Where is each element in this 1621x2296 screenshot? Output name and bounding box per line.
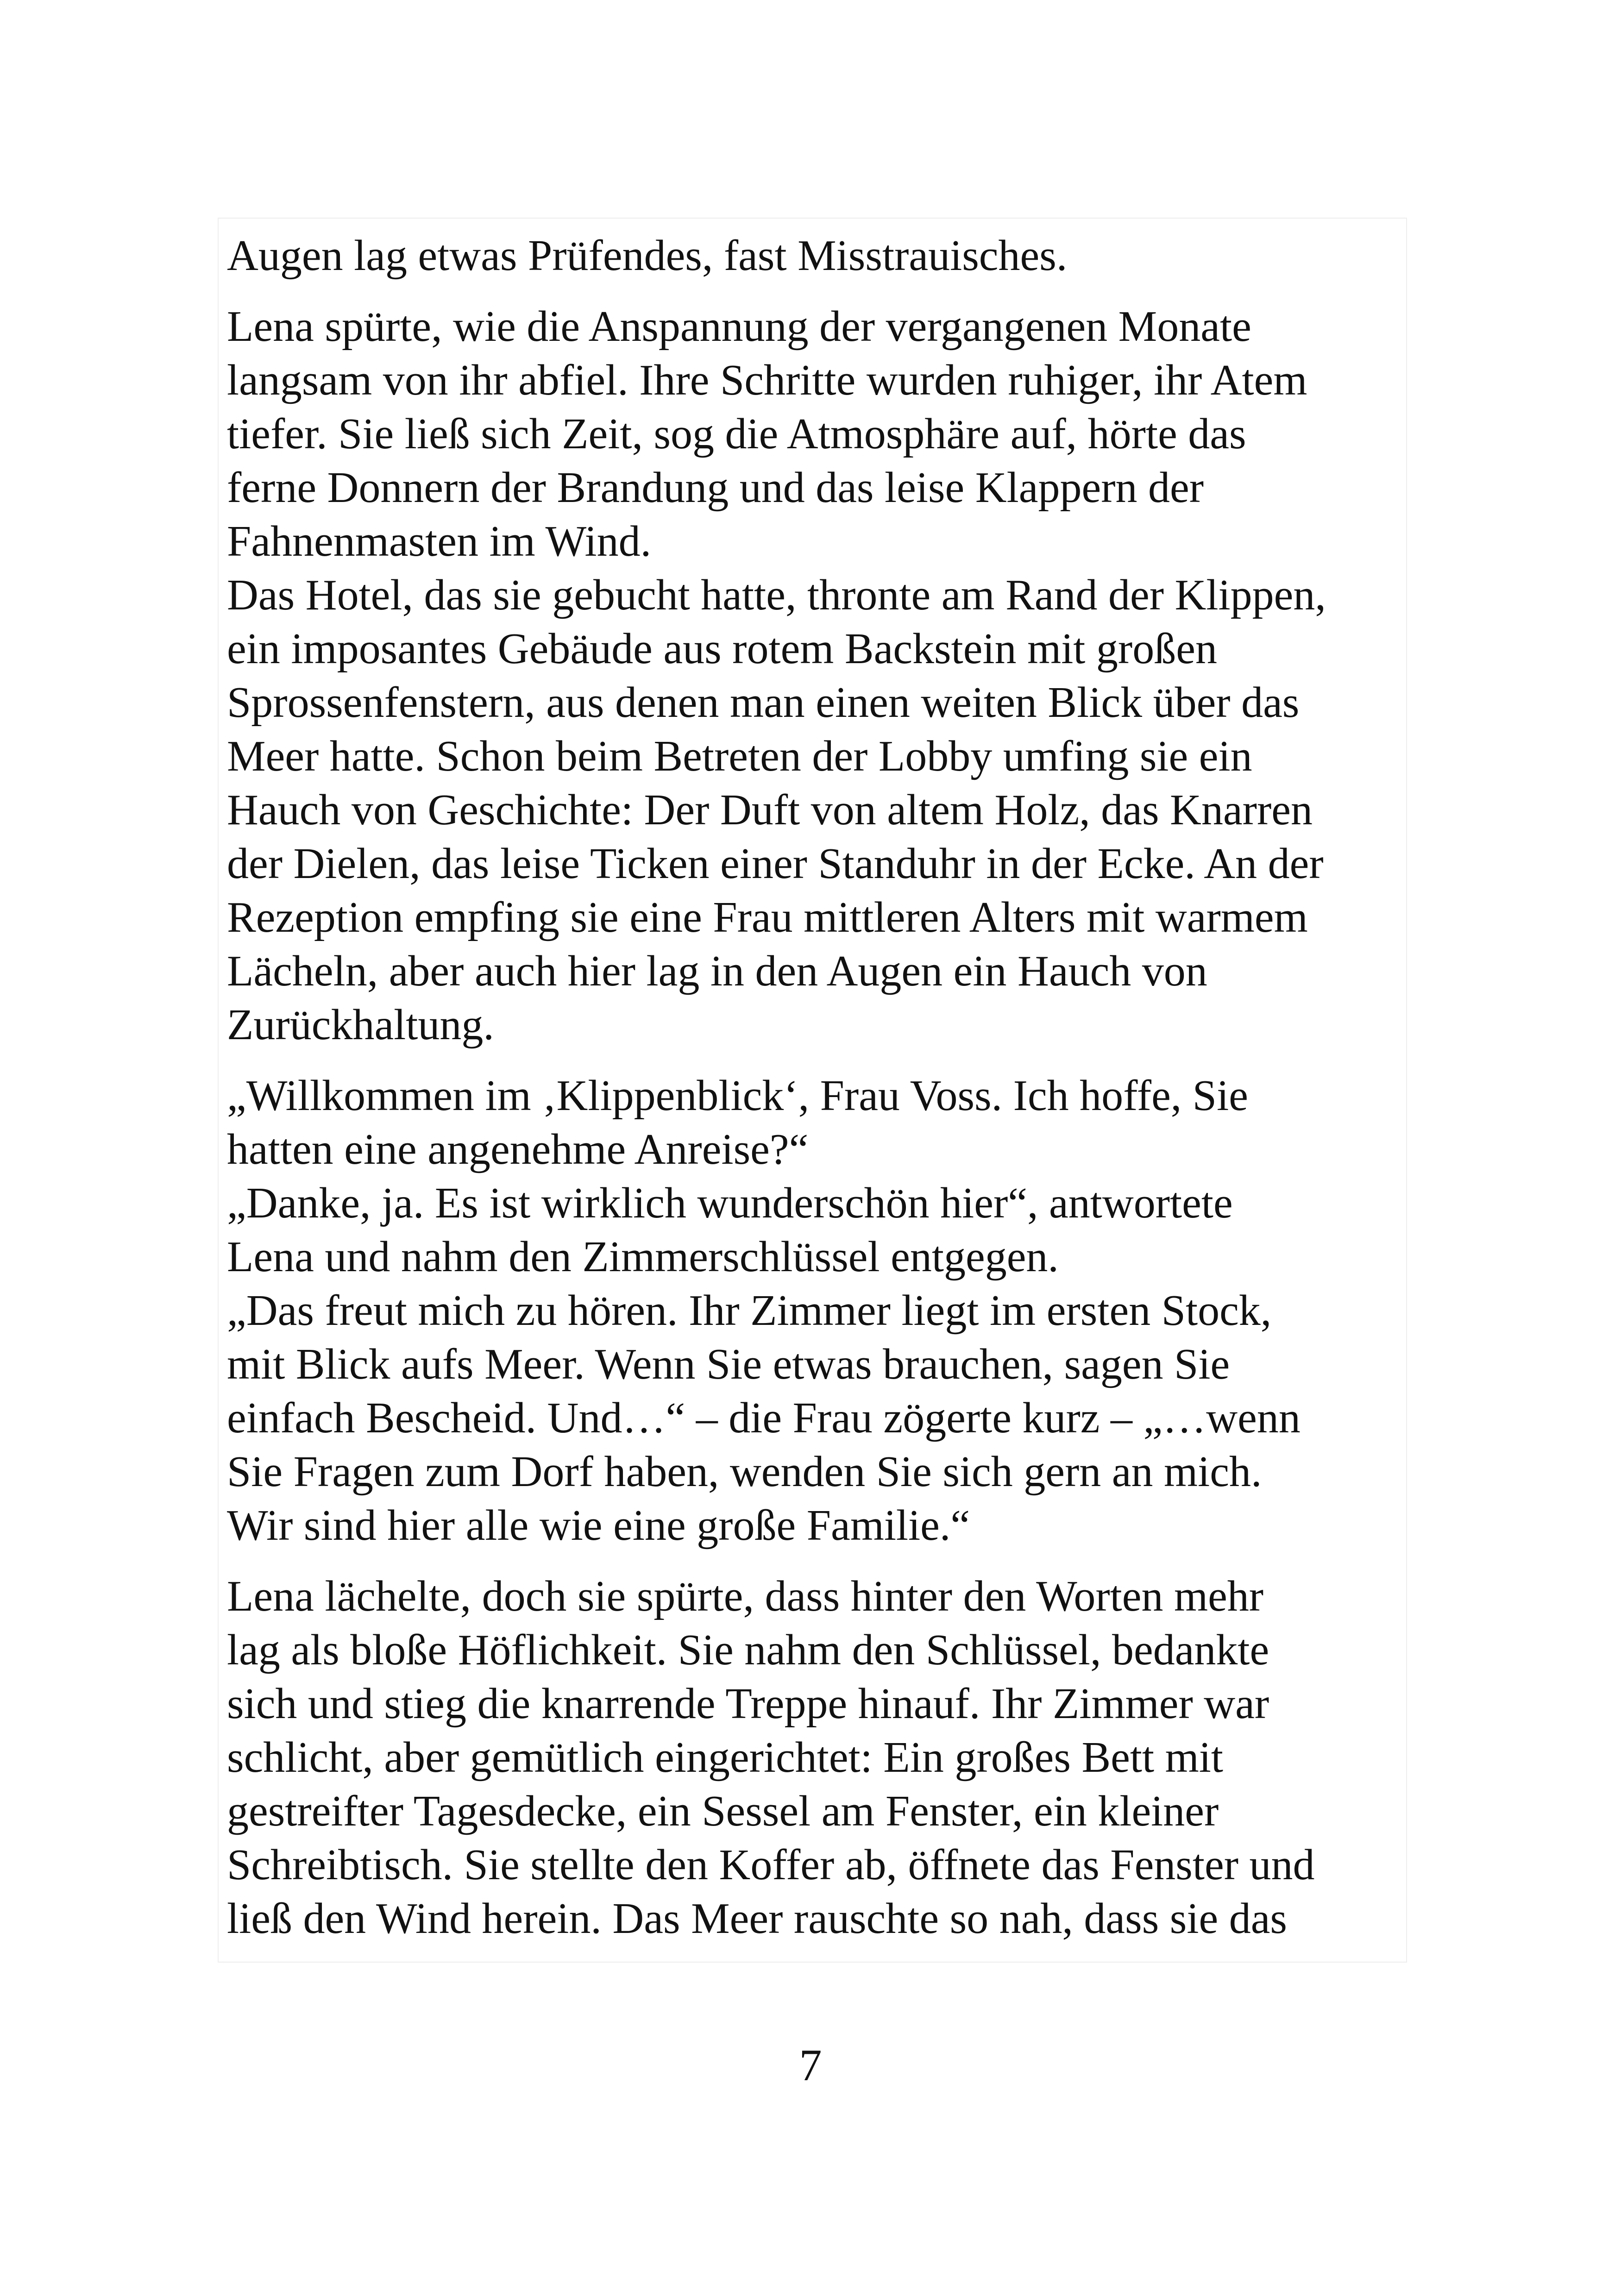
text-line: „Danke, ja. Es ist wirklich wunderschön hier“, antwortete (227, 1179, 1233, 1227)
text-line: Meer hatte. Schon beim Betreten der Lobby umfing sie ein (227, 732, 1252, 780)
paragraph (227, 1176, 1399, 1284)
text-line: ferne Donnern der Brandung und das leise Klappern der (227, 464, 1204, 512)
text-line: Sprossenfenstern, aus denen man einen weiten Blick über das (227, 678, 1300, 727)
text-line: mit Blick aufs Meer. Wenn Sie etwas brauchen, sagen Sie (227, 1340, 1230, 1388)
text-line: hatten eine angenehme Anreise?“ (227, 1125, 809, 1173)
text-line: lag als bloße Höflichkeit. Sie nahm den Schlüssel, bedankte (227, 1626, 1269, 1674)
paragraph (227, 1569, 1399, 1945)
text-line: langsam von ihr abfiel. Ihre Schritte wurden ruhiger, ihr Atem (227, 356, 1307, 404)
paragraph (227, 300, 1399, 568)
text-line: „Willkommen im ‚Klippenblick‘, Frau Voss. Ich hoffe, Sie (227, 1072, 1248, 1120)
text-line: Rezeption empfing sie eine Frau mittleren Alters mit warmem (227, 893, 1308, 941)
text-line: ein imposantes Gebäude aus rotem Backstein mit großen (227, 625, 1217, 673)
text-line: ließ den Wind herein. Das Meer rauschte so nah, dass sie das (227, 1895, 1288, 1943)
text-frame (218, 218, 1407, 1963)
text-line: Lächeln, aber auch hier lag in den Augen ein Hauch von (227, 947, 1207, 995)
paragraph (227, 229, 1399, 282)
text-line: der Dielen, das leise Ticken einer Standuhr in der Ecke. An der (227, 840, 1324, 888)
text-line: Wir sind hier alle wie eine große Familie.“ (227, 1501, 970, 1549)
text-line: Schreibtisch. Sie stellte den Koffer ab, öffnete das Fenster und (227, 1841, 1315, 1889)
text-line: einfach Bescheid. Und…“ – die Frau zögerte kurz – „…wenn (227, 1394, 1301, 1442)
page-number: 7 (799, 2040, 822, 2090)
text-line: gestreifter Tagesdecke, ein Sessel am Fenster, ein kleiner (227, 1787, 1219, 1835)
text-line: Hauch von Geschichte: Der Duft von altem Holz, das Knarren (227, 786, 1313, 834)
text-line: Augen lag etwas Prüfendes, fast Misstrauisches. (227, 232, 1068, 280)
text-line: Lena spürte, wie die Anspannung der vergangenen Monate (227, 302, 1251, 351)
text-line: Sie Fragen zum Dorf haben, wenden Sie sich gern an mich. (227, 1448, 1262, 1496)
paragraph (227, 1069, 1399, 1176)
text-line: Zurückhaltung. (227, 1001, 494, 1049)
text-line: „Das freut mich zu hören. Ihr Zimmer liegt im ersten Stock, (227, 1286, 1272, 1335)
text-line: schlicht, aber gemütlich eingerichtet: Ein großes Bett mit (227, 1733, 1223, 1782)
paragraph (227, 1284, 1399, 1552)
text-line: sich und stieg die knarrende Treppe hinauf. Ihr Zimmer war (227, 1680, 1269, 1728)
text-line: Fahnenmasten im Wind. (227, 517, 652, 565)
text-line: Lena lächelte, doch sie spürte, dass hinter den Worten mehr (227, 1572, 1264, 1620)
text-line: tiefer. Sie ließ sich Zeit, sog die Atmosphäre auf, hörte das (227, 410, 1246, 458)
text-line: Das Hotel, das sie gebucht hatte, thronte am Rand der Klippen, (227, 571, 1326, 619)
text-line: Lena und nahm den Zimmerschlüssel entgegen. (227, 1233, 1059, 1281)
paragraph (227, 568, 1399, 1052)
